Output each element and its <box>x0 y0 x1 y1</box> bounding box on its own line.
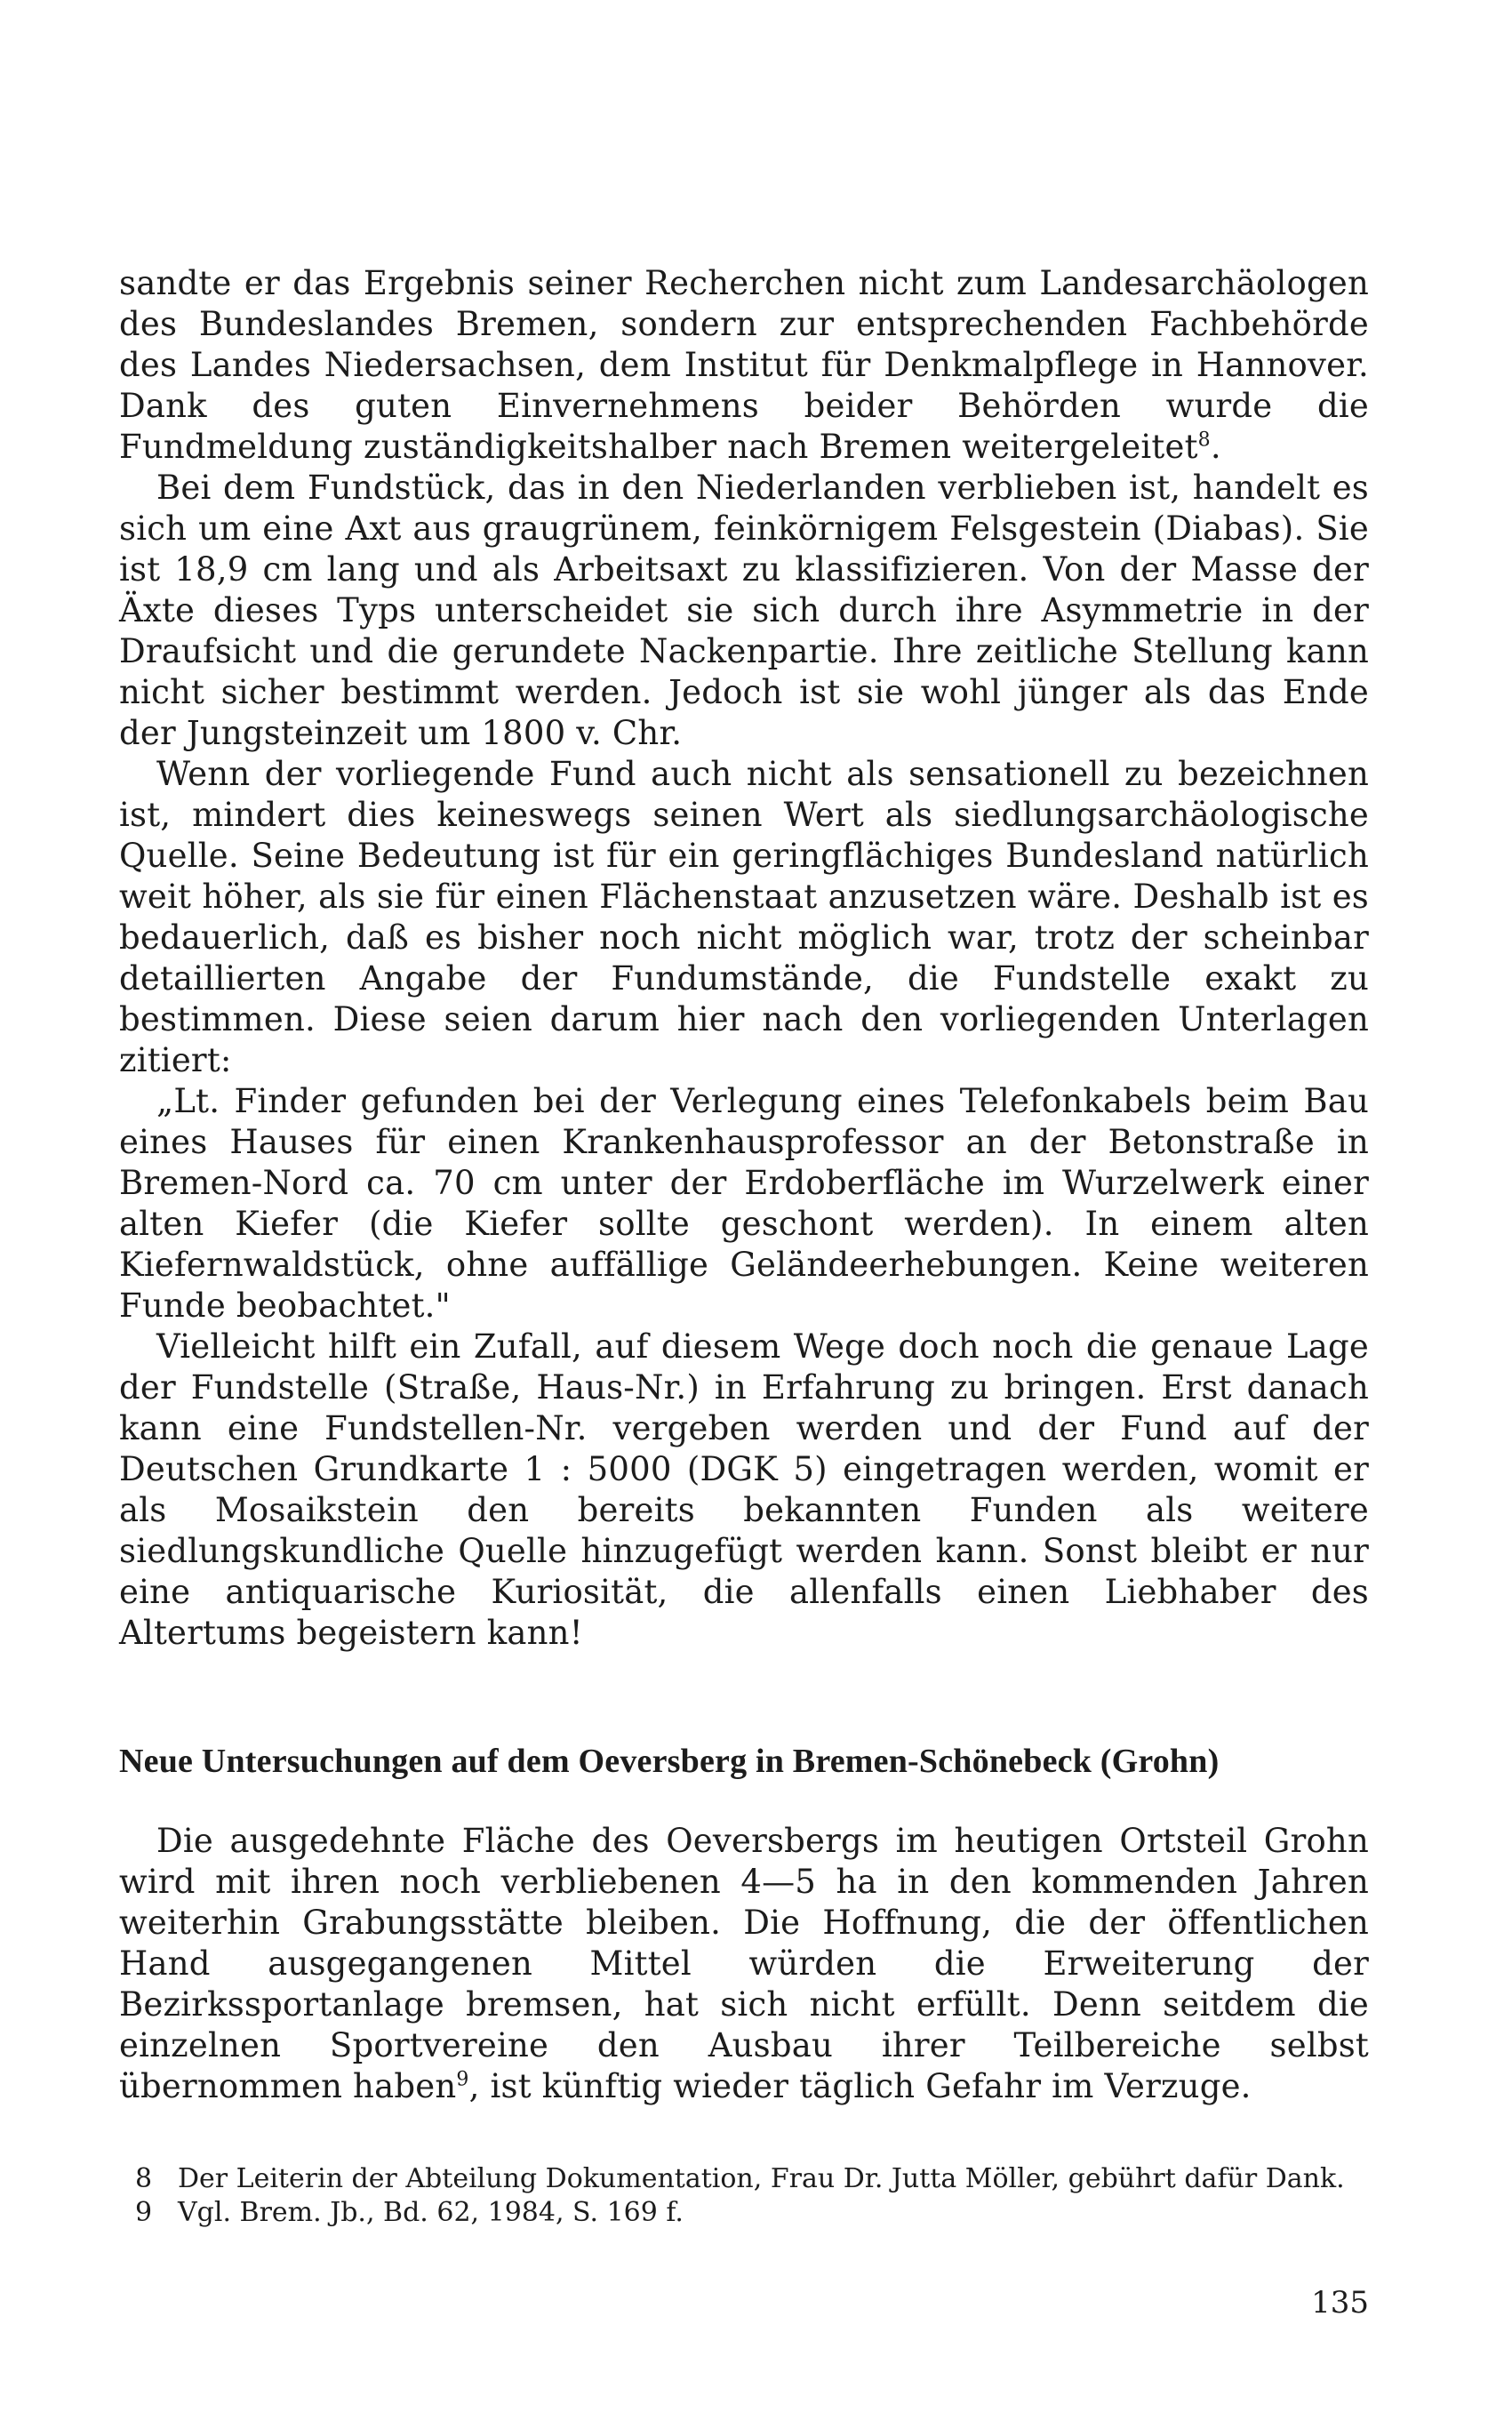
page-number: 135 <box>1311 2285 1369 2321</box>
footnote-number: 9 <box>135 2197 153 2228</box>
page-body <box>119 263 1369 2230</box>
footnote-ref-8: 8 <box>1197 429 1211 452</box>
footnote-text: Vgl. Brem. Jb., Bd. 62, 1984, S. 169 f. <box>178 2197 684 2228</box>
paragraph-5: Vielleicht hilft ein Zufall, auf diesem Wege doch noch die genaue Lage der Fundstelle (Straße, Haus-Nr.) in Erfahrung zu bringen. Erst danach kann eine Fundstellen-Nr. vergeben werden und der Fund auf der Deutschen Grundkarte 1 : 5000 (DGK 5) eingetragen werden, womit er als Mosaikstein den bereits bekannten Funden als weitere siedlungskundliche Quelle hinzugefügt werden kann. Sonst bleibt er nur eine antiquarische Kuriosität, die allenfalls einen Liebhaber des Altertums begeistern kann! <box>119 1327 1369 1652</box>
section-paragraph-1-text: Die ausgedehnte Fläche des Oeversbergs im heutigen Ortsteil Grohn wird mit ihren noch verbliebenen 4—5 ha in den kommenden Jahren weiterhin Grabungsstätte bleiben. Die Hoffnung, die der öffentlichen Hand ausgegangenen Mittel würden die Erweiterung der Bezirkssportanlage bremsen, hat sich nicht erfüllt. Denn seitdem die einzelnen Sportvereine den Ausbau ihrer Teilbereiche selbst übernommen haben <box>119 1822 1369 2105</box>
footnotes <box>119 2162 1369 2230</box>
footnote-number: 8 <box>135 2163 153 2194</box>
paragraph-2: Bei dem Fundstück, das in den Niederlanden verblieben ist, handelt es sich um eine Axt aus graugrünem, feinkörnigem Felsgestein (Diabas). Sie ist 18,9 cm lang und als Arbeitsaxt zu klassifizieren. Von der Masse der Äxte dieses Typs unterscheidet sie sich durch ihre Asymmetrie in der Draufsicht und die gerundete Nackenpartie. Ihre zeitliche Stellung kann nicht sicher bestimmt werden. Jedoch ist sie wohl jünger als das Ende der Jungsteinzeit um 1800 v. Chr. <box>119 469 1369 752</box>
section-paragraph-1 <box>119 1821 1369 2107</box>
footnote-9 <box>119 2196 1369 2230</box>
footnote-ref-9: 9 <box>456 2068 469 2091</box>
section-heading: Neue Untersuchungen auf dem Oeversberg in Bremen-Schönebeck (Grohn) <box>119 1743 1220 1780</box>
footnote-8 <box>119 2162 1369 2196</box>
paragraph-3: Wenn der vorliegende Fund auch nicht als sensationell zu bezeichnen ist, mindert dies keineswegs seinen Wert als siedlungsarchäologische Quelle. Seine Bedeutung ist für ein geringflächiges Bundesland natürlich weit höher, als sie für einen Flächenstaat anzusetzen wäre. Deshalb ist es bedauerlich, daß es bisher noch nicht möglich war, trotz der scheinbar detaillierten Angabe der Fundumstände, die Fundstelle exakt zu bestimmen. Diese seien darum hier nach den vorliegenden Unterlagen zitiert: <box>119 755 1369 1079</box>
paragraph-1 <box>119 263 1369 468</box>
section-paragraph-1-end: , ist künftig wieder täglich Gefahr im Verzuge. <box>468 2067 1252 2105</box>
paragraph-1-text: sandte er das Ergebnis seiner Recherchen nicht zum Landesarchäologen des Bundeslandes Bremen, sondern zur entsprechenden Fachbehörde des Landes Niedersachsen, dem Institut für Denkmalpflege in Hannover. Dank des guten Einvernehmens beider Behörden wurde die Fundmeldung zuständigkeitshalber nach Bremen weitergeleitet <box>119 264 1369 466</box>
footnote-text: Der Leiterin der Abteilung Dokumentation, Frau Dr. Jutta Möller, gebührt dafür Dank. <box>178 2163 1345 2194</box>
paragraph-4-quote: „Lt. Finder gefunden bei der Verlegung eines Telefonkabels beim Bau eines Hauses für einen Krankenhausprofessor an der Betonstraße in Bremen-Nord ca. 70 cm unter der Erdoberfläche im Wurzelwerk einer alten Kiefer (die Kiefer sollte geschont werden). In einem alten Kiefernwaldstück, ohne auffällige Geländeerhebungen. Keine weiteren Funde beobachtet." <box>119 1082 1369 1325</box>
section-body <box>119 1821 1369 2107</box>
paragraph-1-end: . <box>1210 428 1221 466</box>
